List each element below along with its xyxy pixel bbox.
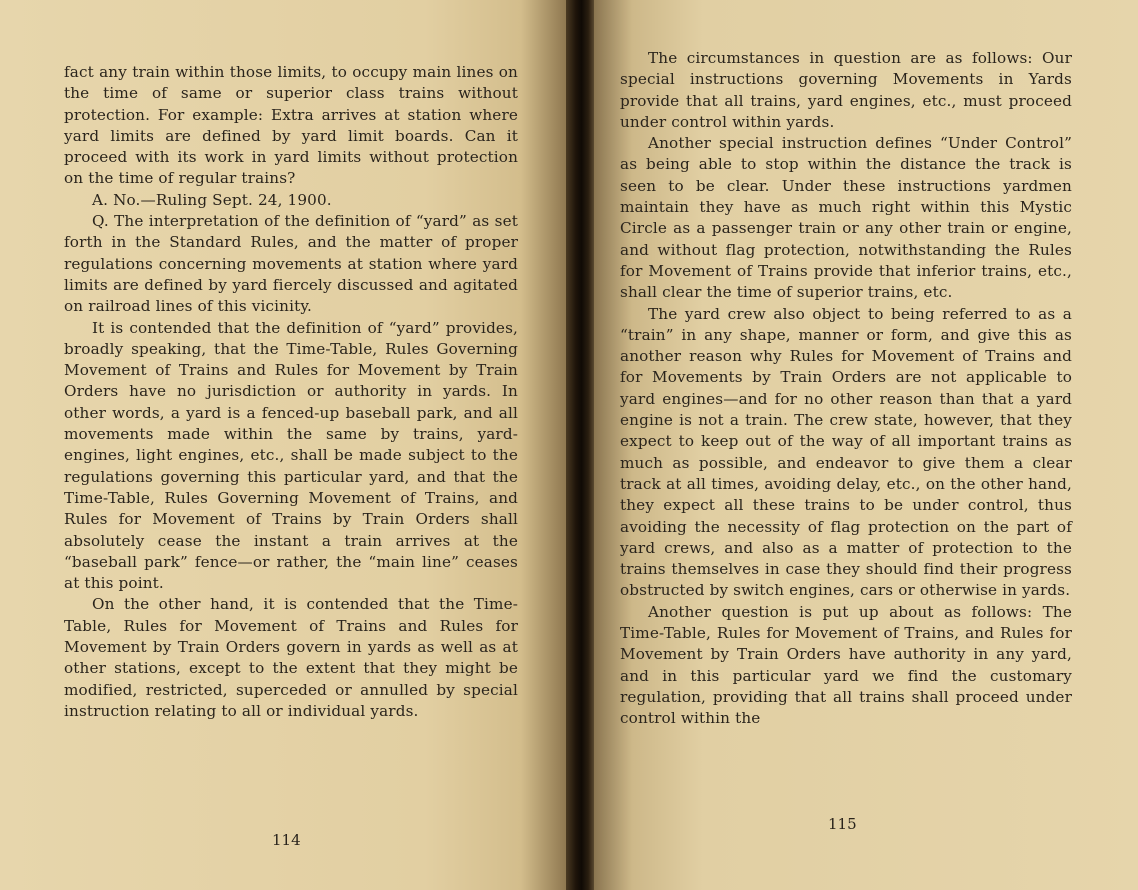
paragraph: The circumstances in question are as follows: Our special instructions governing Movements in Yards provide that all trains, yard engines, etc., must proceed under control within yards. — [620, 49, 1072, 131]
page-number: 114 — [272, 831, 301, 849]
paragraph: On the other hand, it is contended that the Time-Table, Rules for Movement of Trains and Rules for Movement by Train Orders govern in yards as well as at other stations, except to the extent that they might be modified, restricted, superceded or annulled by special instruction relating to all or individual yards. — [64, 595, 518, 720]
left-page — [0, 0, 566, 890]
paragraph: A. No.—Ruling Sept. 24, 1900. — [92, 190, 332, 209]
right-page-body — [620, 48, 1072, 730]
left-page-body — [64, 62, 518, 722]
book-gutter — [566, 0, 594, 890]
paragraph: The yard crew also object to being referred to as a “train” in any shape, manner or form, and give this as another reason why Rules for Movement of Trains and for Movements by Train Orders are not applicable to yard engines—and for no other reason than that a yard engine is not a train. The crew state, however, that they expect to keep out of the way of all important trains as much as possible, and endeavor to give them a clear track at all times, avoiding delay, etc., on the other hand, they expect all these trains to be under control, thus avoiding the necessity of flag protection on the part of yard crews, and also as a matter of protection to the trains themselves in case they should find their progress obstructed by switch engines, cars or otherwise in yards. — [620, 304, 1072, 600]
paragraph: Another special instruction defines “Under Control” as being able to stop within the distance the track is seen to be clear. Under these instructions yardmen maintain they have as much right within this Mystic Circle as a passenger train or any other train or engine, and without flag protection, notwithstanding the Rules for Movement of Trains provide that inferior trains, etc., shall clear the time of superior trains, etc. — [620, 134, 1072, 302]
paragraph: It is contended that the definition of “yard” provides, broadly speaking, that the Time-Table, Rules Governing Movement of Trains and Rules for Movement by Train Orders have no jurisdiction or authority in yards. In other words, a yard is a fenced-up baseball park, and all movements made within the same by trains, yard-engines, light engines, etc., shall be made subject to the regulations governing this particular yard, and that the Time-Table, Rules Governing Movement of Trains, and Rules for Movement of Trains by Train Orders shall absolutely cease the instant a train arrives at the “baseball park” fence—or rather, the “main line” ceases at this point. — [64, 318, 518, 593]
right-page — [594, 0, 1138, 890]
paragraph: Another question is put up about as follows: The Time-Table, Rules for Movement of Trains, and Rules for Movement by Train Orders have authority in any yard, and in this particular yard we find the customary regulation, providing that all trains shall proceed under control within the — [620, 602, 1072, 728]
paragraph: Q. The interpretation of the definition of “yard” as set forth in the Standard Rules, and the matter of proper regulations concerning movements at station where yard limits are defined by yard fiercely discussed and agitated on railroad lines of this vicinity. — [64, 212, 518, 316]
page-number: 115 — [828, 815, 857, 833]
paragraph: fact any train within those limits, to occupy main lines on the time of same or superior class trains without protection. For example: Extra arrives at station where yard limits are defined by yard limit boards. Can it proceed with its work in yard limits without protection on the time of regular trains? — [64, 63, 518, 188]
